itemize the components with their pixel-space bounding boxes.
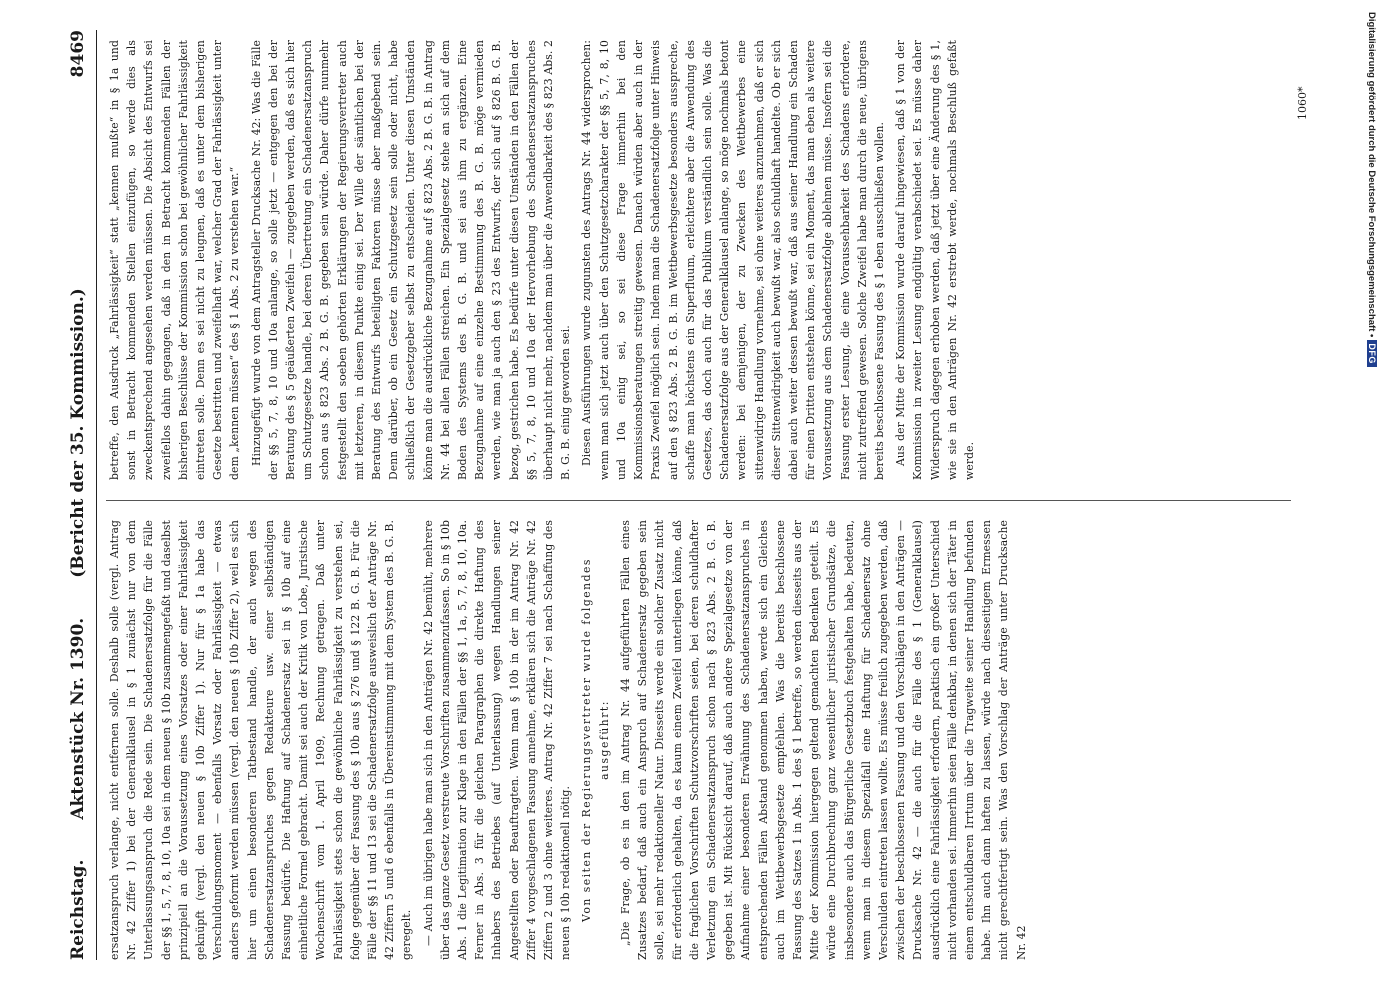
dfg-logo: DFG bbox=[1367, 340, 1377, 367]
paragraph: Diesen Ausführungen wurde zugunsten des Antrags Nr. 44 widersprochen: wenn man sich jetzt auch über den Schutzgesetzcharakter der §§ 5, 7, 8, 10 und 10a einig sei, so sei diese Frage immerhin bei den Kommissionsberatungen streitig gewesen. Danach würden aber auch in der Praxis Zweifel möglich sein. Indem man die Schadenersatzfolge unter Hinweis auf den § 823 Abs. 2 B. G. B. im Wettbewerbsgesetze besonders ausspreche, schaffe man höchstens ein Superfluum, erleichtere aber die Anwendung des Gesetzes, das doch auch für das Publikum verständlich sein solle. Was die Schadenersatzfolge aus der Generalklausel anlange, so möge nochmals betont werden: bei demjenigen, der zu Zwecken des Wettbewerbes eine sittenwidrige Handlung vornehme, sei ohne weiteres anzunehmen, daß er sich dieser Sittenwidrigkeit auch bewußt war, also schuldhaft handelte. Ob er sich dabei auch weiter dessen bewußt war, daß aus seiner Handlung ein Schaden für einen Dritten entstehen könne, sei ein Moment, das man eben als weitere Voraussetzung aus dem Schadenersatzfolge ablehnen müsse. Insofern sei die Fassung erster Lesung, die eine Voraussehbarkeit des Schadens erfordere, nicht zutreffend gewesen. Solche Zweifel habe man durch die neue, übrigens bereits beschlossene Fassung des § 1 eben ausschließen wollen. bbox=[580, 40, 886, 480]
header-report-title: (Bericht der 35. Kommission.) bbox=[68, 288, 88, 578]
credit-text: Digitalisierung gefördert durch die Deutsche Forschungsgemeinschaft • bbox=[1366, 12, 1377, 338]
header-document-number: Aktenstück Nr. 1390. bbox=[68, 617, 88, 820]
page-header bbox=[60, 30, 97, 960]
paragraph: betreffe, den Ausdruck „Fahrlässigkeit“ statt „kennen mußte“ in § 1a und sonst in Betracht kommenden Stellen einzufügen, so werde dies als zweckentsprechend angesehen werden müssen. Die Absicht des Entwurfs sei zweifellos dahin gegangen, daß in den in Betracht kommenden Fällen der bisherigen Beschlüsse der Kommission schon bei gewöhnlicher Fahrlässigkeit eintreten solle. Denn es sei nicht zu leugnen, daß es unter dem bisherigen Gesetze bestritten und zweifelhaft war, welcher Grad der Fahrlässigkeit unter dem „kennen müssen“ des § 1 Abs. 2 zu verstehen war.“ bbox=[108, 40, 242, 480]
paragraph: Hinzugefügt wurde von dem Antragsteller Drucksache Nr. 42: Was die Fälle der §§ 5, 7, 8, 10 und 10a anlange, so solle jetzt — entgegen den bei der Beratung des § 5 geäußerten Zweifeln — zugegeben werden, daß es sich hier um Schutzgesetze handle, bei deren Übertretung ein Schadenersatzanspruch schon aus § 823 Abs. 2 B. G. B. gegeben sein würde. Daher dürfe nunmehr festgestellt den soeben gehörten Erklärungen der Regierungsvertreter auch mit letzteren, in diesem Punkte einig sei. Der Wille der sämtlichen bei der Beratung des Entwurfs beteiligten Faktoren müsse aber maßgebend sein. Denn darüber, ob ein Gesetz ein Schutzgesetz sein solle oder nicht, habe schließlich der Gesetzgeber selbst zu entscheiden. Unter diesen Umständen könne man die ausdrückliche Bezugnahme auf § 823 Abs. 2 B. G. B. in Antrag Nr. 44 bei allen Fällen streichen. Ein Spezialgesetz stehe an sich auf dem Boden des Systems des B. G. B. und sei aus ihm zu ergänzen. Eine Bezugnahme auf eine einzelne Bestimmung des B. G. B. möge vermieden werden, wie man ja auch den § 23 des Entwurfs, der sich auf § 826 B. G. B. bezog, gestrichen habe. Es bedürfe unter diesen Umständen in den Fällen der §§ 5, 7, 8, 10 und 10a der Hervorhebung des Schadensersatzanspruches überhaupt nicht mehr, nachdem man über die Anwendbarkeit des § 823 Abs. 2 B. G. B. einig geworden sei. bbox=[249, 40, 573, 480]
left-column bbox=[106, 520, 1034, 960]
digitisation-credit bbox=[1357, 0, 1379, 1000]
section-heading: Von seiten der Regierungsvertreter wurde folgendes ausgeführt: bbox=[580, 558, 611, 922]
right-column bbox=[106, 40, 982, 480]
page-number: 8469 bbox=[68, 30, 88, 78]
header-reichstag: Reichstag. bbox=[68, 859, 88, 960]
paragraph: — Auch im übrigen habe man sich in den Anträgen Nr. 42 bemüht, mehrere über das ganze Gesetz verstreute Vorschriften zusammenzufassen. So in § 10b Abs. 1 die Legitimation zur Klage in den Fällen der §§ 1, 1a, 5, 7, 8, 10, 10a. Ferner in Abs. 3 für die gleichen Paragraphen die direkte Haftung des Inhabers des Betriebes (auf Unterlassung) wegen Handlungen seiner Angestellten oder Beauftragten. Wenn man § 10b in der im Antrag Nr. 42 Ziffer 4 vorgeschlagenen Fassung annehme, erklären sich die Anträge Nr. 42 Ziffern 2 und 3 ohne weiteres. Antrag Nr. 42 Ziffer 7 sei nach Schaffung des neuen § 10b redaktionell nötig. bbox=[421, 520, 573, 960]
paragraph: ersatzanspruch verlange, nicht entfernen solle. Deshalb solle (vergl. Antrag Nr. 42 Ziffer 1) bei der Generalklausel in § 1 zunächst nur von dem Unterlassungsanspruch die Rede sein. Die Schadenersatzfolge für die Fälle der §§ 1, 5, 7, 8, 10, 10a sei in dem neuen § 10b zusammengefaßt und daselbst prinzipiell an die Voraussetzung eines Vorsatzes oder einer Fahrlässigkeit geknüpft (vergl. den neuen § 10b Ziffer 1). Nur für § 1a habe das Verschuldungsmoment — ebenfalls Vorsatz oder Fahrlässigkeit — etwas anders geformt werden müssen (vergl. den neuen § 10b Ziffer 2), weil es sich hier um einen besonderen Tatbestand handle, der auch wegen des Schadenersatzanspruches gegen Redakteure usw. einer selbständigen Fassung bedürfe. Die Haftung auf Schadenersatz sei in § 10b auf eine einheitliche Formel gebracht. Damit sei auch der Kritik von Lobe, Juristische Wochenschrift vom 1. April 1909, Rechnung getragen. Daß unter Fahrlässigkeit stets schon die gewöhnliche Fahrlässigkeit zu verstehen sei, folge gegenüber der Fassung des § 10b aus § 276 und § 122 B. G. B. Für die Fälle der §§ 11 und 13 sei die Schadenersatzfolge ausweislich der Anträge Nr. 42 Ziffern 5 und 6 ebenfalls in Übereinstimmung mit dem System des B. G. B. geregelt. bbox=[108, 520, 414, 960]
paragraph: Aus der Mitte der Kommission wurde darauf hingewiesen, daß § 1 von der Kommission in zweiter Lesung endgültig verabschiedet sei. Es müsse daher Widerspruch dagegen erhoben werden, daß jetzt über eine Änderung des § 1, wie sie in den Anträgen Nr. 42 erstrebt werde, nochmals Beschluß gefaßt werde. bbox=[894, 40, 976, 480]
column-divider bbox=[106, 500, 1291, 501]
page-signature: 1060* bbox=[1296, 86, 1309, 120]
paragraph: „Die Frage, ob es in den im Antrag Nr. 44 aufgeführten Fällen eines Zusatzes bedarf, daß auch ein Anspruch auf Schadenersatz gegeben sein solle, sei mehr redaktioneller Natur. Diesseits werde ein solcher Zusatz nicht für erforderlich gehalten, da es kaum einem Zweifel unterliegen könne, daß die fraglichen Vorschriften Schutzvorschriften seien, bei deren schuldhafter Verletzung ein Schadenersatzanspruch schon nach § 823 Abs. 2 B. G. B. gegeben ist. Mit Rücksicht darauf, daß auch andere Spezialgesetze von der Aufnahme einer besonderen Erwähnung des Schadenersatzanspruches in entsprechenden Fällen Abstand genommen haben, werde sich ein Gleiches auch im Wettbewerbsgesetze empfehlen. Was die bereits beschlossene Fassung des Satzes 1 in Abs. 1 des § 1 betreffe, so werden diesseits aus der Mitte der Kommission hiergegen geltend gemachten Bedenken geteilt. Es würde eine Durchbrechung ganz wesentlicher juristischer Grundsätze, die insbesondere auch das Bürgerliche Gesetzbuch festgehalten habe, bedeuten, wenn man in diesem Spezialfall eine Haftung für Schadenersatz ohne Verschulden eintreten lassen wollte. Es müsse freilich zugegeben werden, daß zwischen der beschlossenen Fassung und den Vorschlägen in den Anträgen — Drucksache Nr. 42 — die auch für die Fälle des § 1 (Generalklausel) ausdrücklich eine Fahrlässigkeit erfordern, praktisch ein großer Unterschied nicht vorhanden sei. Immerhin seien Fälle denkbar, in denen sich der Täter in einem entschuldbaren Irrtum über die Tragweite seiner Handlung befunden habe. Ihn auch dann haften zu lassen, würde nach diesseitigem Ermessen nicht gerechtfertigt sein. Was den Vorschlag der Anträge unter Drucksache Nr. 42 bbox=[618, 520, 1028, 960]
